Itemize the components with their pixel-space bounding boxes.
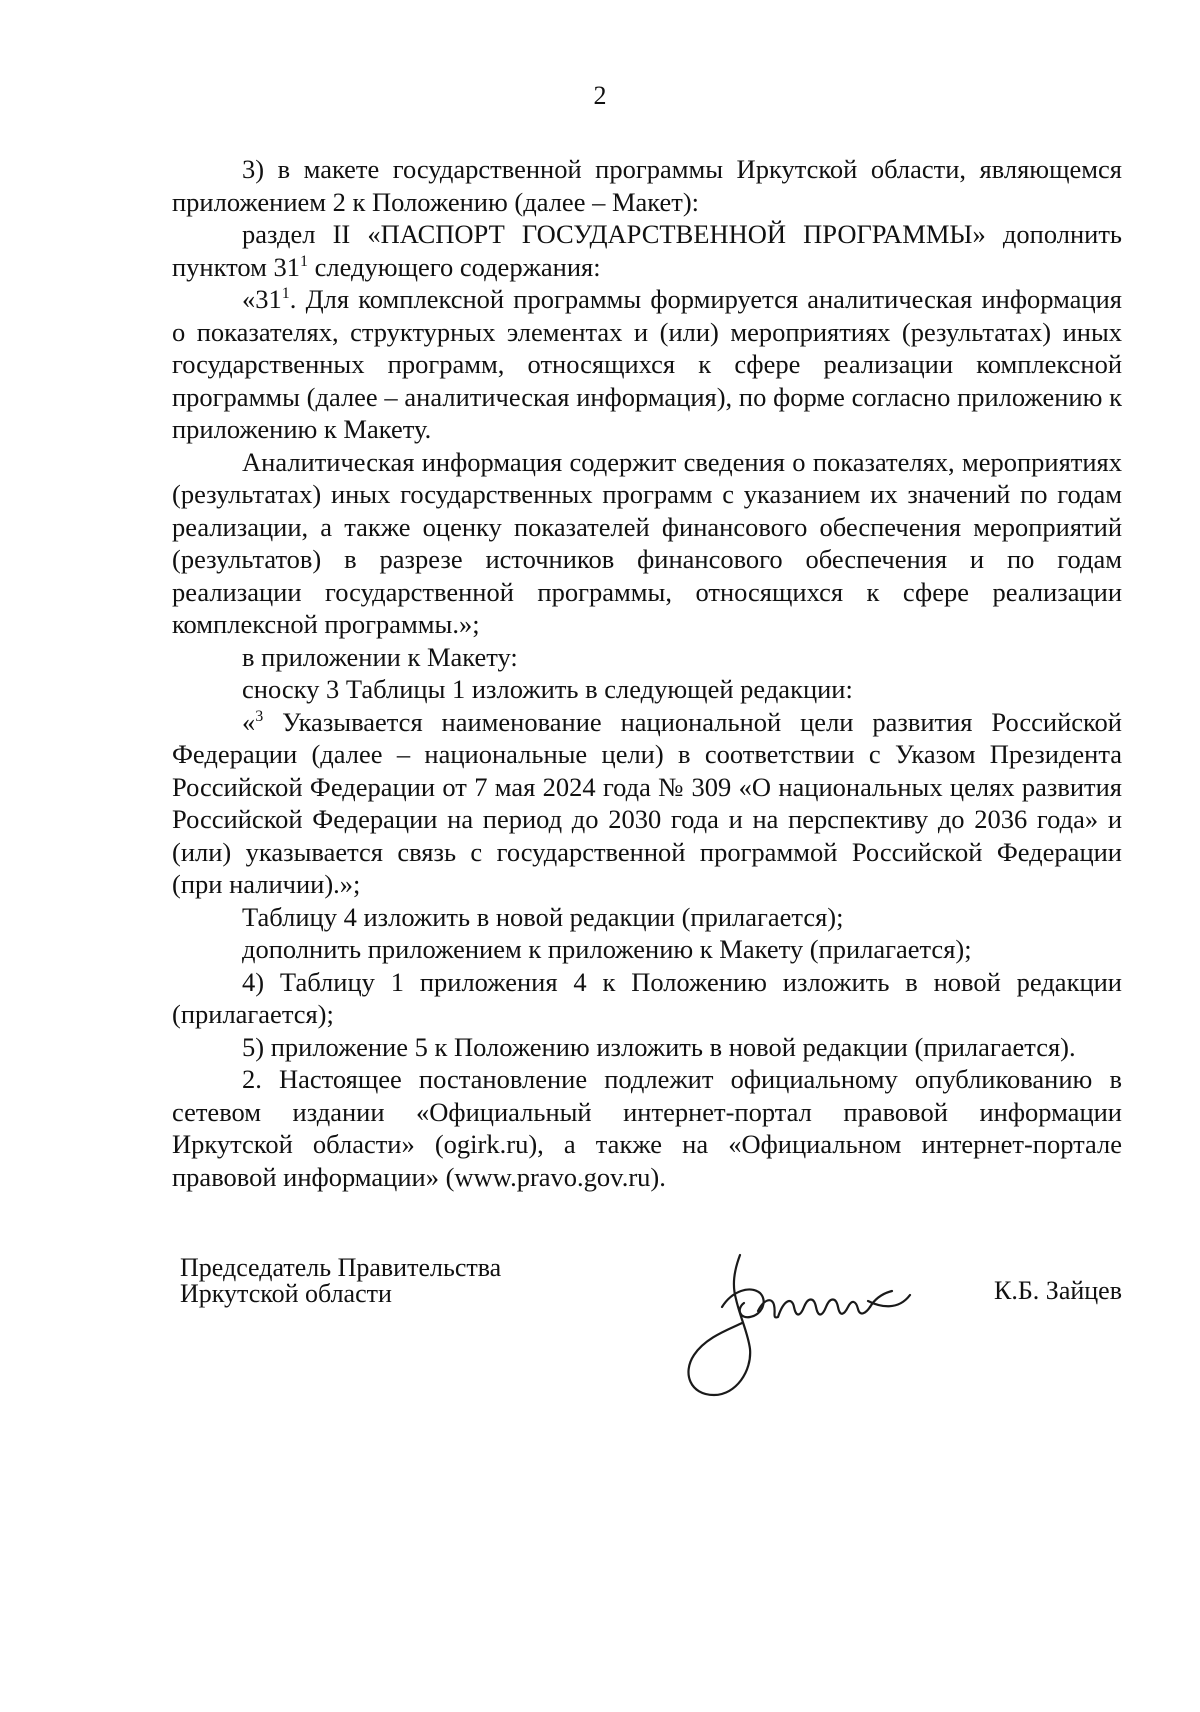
paragraph-text: Указывается наименование национальной цели развития Российской Федерации (далее – национальные цели) в соответствии с Указом Президента Российской Федерации от 7 мая 2024 года № 309 «О национальных целях развития Российской Федерации на период до 2030 года и на перспективу до 2036 года» и (или) указывается связь с государственной программой Российской Федерации (при наличии).»;: [172, 706, 1122, 899]
superscript: 1: [300, 252, 309, 270]
paragraph-text: раздел II «ПАСПОРТ ГОСУДАРСТВЕННОЙ ПРОГРАММЫ» дополнить пунктом 31: [172, 219, 1122, 282]
document-body: [172, 153, 1122, 1193]
paragraph-item-3: 3) в макете государственной программы Иркутской области, являющемся приложением 2 к Положению (далее – Макет):: [172, 154, 1122, 217]
paragraph-appendix-intro: в приложении к Макету:: [242, 641, 518, 672]
paragraph-item-5: 5) приложение 5 к Положению изложить в новой редакции (прилагается).: [242, 1031, 1076, 1062]
paragraph-text: «31: [242, 284, 282, 314]
handwritten-signature-image: [670, 1237, 920, 1407]
paragraph-text: «: [242, 706, 256, 737]
page-number: 2: [593, 81, 607, 110]
superscript: 1: [281, 285, 290, 303]
superscript: 3: [255, 707, 264, 725]
paragraph-section-ii: [172, 218, 1122, 283]
paragraph-item-4: 4) Таблицу 1 приложения 4 к Положению изложить в новой редакции (прилагается);: [172, 966, 1122, 1029]
signer-position-line-2: Иркутской области: [180, 1279, 392, 1308]
signer-name: К.Б. Зайцев: [994, 1276, 1122, 1305]
paragraph-footnote-3: [172, 706, 1122, 901]
paragraph-add-appendix: дополнить приложением к приложению к Макету (прилагается);: [242, 934, 972, 964]
paragraph-footnote-intro: сноску 3 Таблицы 1 изложить в следующей редакции:: [242, 674, 853, 704]
signer-position: [180, 1255, 501, 1307]
signer-position-line-1: Председатель Правительства: [180, 1253, 502, 1282]
paragraph-point-31-1: [172, 283, 1122, 446]
paragraph-analytic-info: Аналитическая информация содержит сведения о показателях, мероприятиях (результатах) иных государственных программ с указанием их значений по годам реализации, а также оценку показателей финансового обеспечения мероприятий (результатов) в разрезе источников финансового обеспечения и по годам реализации государственной программы, относящихся к сфере реализации комплексной программы.»;: [172, 446, 1122, 639]
paragraph-table-4: Таблицу 4 изложить в новой редакции (прилагается);: [242, 901, 844, 932]
paragraph-publication: 2. Настоящее постановление подлежит официальному опубликованию в сетевом издании «Официальный интернет-портал правовой информации Иркутской области» (ogirk.ru), а также на «Официальном интернет-портале правовой информации» (www.pravo.gov.ru).: [172, 1064, 1122, 1192]
paragraph-text: следующего содержания:: [308, 251, 601, 282]
signature-block: [180, 1255, 1122, 1425]
paragraph-text: . Для комплексной программы формируется аналитическая информация о показателях, структурных элементах и (или) мероприятиях (результатах) иных государственных программ, относящихся к сфере реализации комплексной программы (далее – аналитическая информация), по форме согласно приложению к приложению к Макету.: [172, 284, 1122, 444]
